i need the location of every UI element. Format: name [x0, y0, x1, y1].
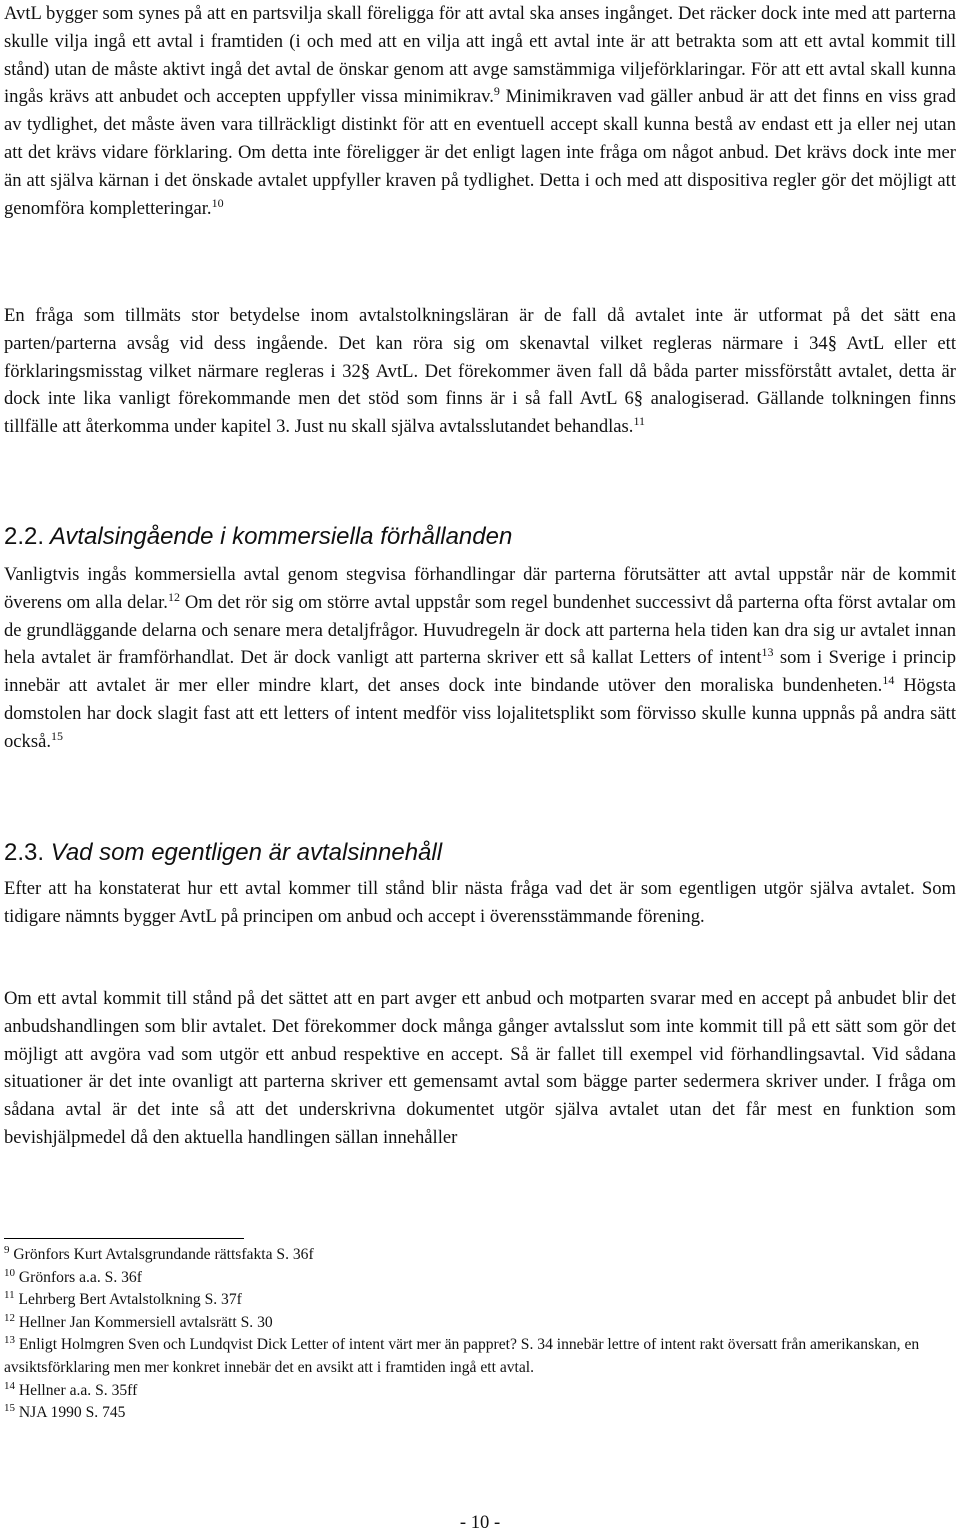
paragraph-text: AvtL. Det förekommer även fall då båda parter missförstått avtalet, detta är dock inte lika vanligt förekommande men det stöd som finns är i så fall AvtL 6: [4, 360, 956, 410]
footnote-item: [4, 1334, 949, 1379]
paragraph-text: AvtL bygger som synes på att en partsvilja skall föreligga för att avtal ska anses ingånget. Det räcker dock inte med att parterna skulle vilja ingå ett avtal i framtiden (i och med att en vilja att ingå ett avtal inte är att betrakta som att ett avtal kommit till stånd) utan de måste aktivt ingå det avtal de önskar genom att avge samstämmiga viljeförklaringar. För att ett avtal skall kunna ingås krävs att anbudet och accepten uppfyller vissa minimikrav.: [4, 3, 956, 108]
footnote-number: 10: [4, 1266, 15, 1279]
footnote-ref-9[interactable]: 9: [493, 84, 500, 99]
section-heading-2-3: [4, 838, 442, 868]
footnote-text: Enligt Holmgren Sven och Lundqvist Dick Letter of intent värt mer än pappret? S. 34 innebär lettre of intent rakt översatt från amerikanskan, en avsiktsförklaring men mer konkret innebär det en avsikt att i framtiden ingå ett avtal.: [4, 1336, 920, 1376]
paragraph-text: Om det rör sig om större avtal uppstår som regel bundenhet successivt då parterna ofta först avtalar om de grundläggande delarna och senare mera detaljfrågor. Huvudregeln är dock att parterna hela tiden kan dra sig ur avtalet innan hela avtalet är framförhandlat. Det är dock vanligt att parterna skriver ett så kallat Letters of intent: [4, 591, 957, 669]
paragraph-avtalsinnehall-intro: Efter att ha konstaterat hur ett avtal kommer till stånd blir nästa fråga vad det är som egentligen utgör själva avtalet. Som tidigare nämnts bygger AvtL på principen om anbud och accept i överensstämmande förening.: [4, 878, 956, 927]
footnote-item: [4, 1289, 949, 1312]
section-sign-icon: §: [633, 388, 644, 410]
footnote-ref-15[interactable]: 15: [50, 728, 63, 743]
footnote-item: [4, 1312, 949, 1335]
section-title: Avtalsingående i kommersiella förhållanden: [49, 523, 513, 550]
footnote-item: [4, 1244, 949, 1267]
footnote-ref-12[interactable]: 12: [167, 589, 180, 604]
section-sign-icon: §: [360, 360, 371, 382]
paragraph-avtalsingaende: [4, 561, 956, 756]
paragraph-text: Vanligtvis ingås kommersiella avtal genom stegvisa förhandlingar där parterna förutsätter att avtal uppstår när de kommit överens om alla delar.: [4, 564, 956, 613]
footnote-text: Grönfors a.a. S. 36f: [18, 1268, 142, 1286]
footnote-text: NJA 1990 S. 745: [18, 1404, 126, 1422]
footnote-ref-14[interactable]: 14: [882, 673, 895, 688]
paragraph-text: Minimikraven vad gäller anbud är att det finns en viss grad av tydlighet, det måste även vara tillräckligt distinkt för att en eventuell accept skall kunna bestå av endast ett ja eller nej utan att det krävs vidare förklaring. Om detta inte föreligger är det enligt lagen inte fråga om något anbud. Det krävs dock inte mer än att själva kärnan i det önskade avtalet uppfyller kraven på tydlighet. Detta i och med att dispositiva regler gör det möjligt att genomföra kompletteringar.: [4, 86, 956, 219]
section-heading-2-2: [4, 522, 512, 552]
section-number: 2.3.: [4, 839, 45, 866]
paragraph-text: analogiserad. Gällande tolkningen finns tillfälle att återkomma under kapitel 3. Just nu skall själva avtalsslutandet behandlas.: [4, 388, 956, 438]
footnote-divider: [4, 1238, 244, 1239]
footnote-item: [4, 1402, 949, 1425]
paragraph-text: som i Sverige i princip innebär att avtalet är mer eller mindre klart, det anses dock inte bindande utöver den moraliska bundenheten.: [4, 647, 956, 697]
section-sign-icon: §: [827, 332, 837, 354]
footnote-number: 15: [4, 1402, 15, 1415]
footnote-text: Grönfors Kurt Avtalsgrundande rättsfakta S. 36f: [13, 1246, 314, 1263]
footnote-text: Lehrberg Bert Avtalstolkning S. 37f: [18, 1291, 242, 1309]
footnote-text: Hellner a.a. S. 35ff: [18, 1381, 138, 1399]
footnotes: [4, 1244, 949, 1425]
footnote-number: 14: [4, 1379, 15, 1392]
footnote-number: 12: [4, 1311, 15, 1324]
paragraph-text: AvtL eller ett förklaringsmisstag vilket närmare regleras i 32: [4, 332, 956, 382]
footnote-text: Hellner Jan Kommersiell avtalsrätt S. 30: [18, 1313, 273, 1331]
paragraph-anbudshandling: Om ett avtal kommit till stånd på det sättet att en part avger ett anbud och motparten svarar med en accept på anbudet blir det anbudshandlingen som blir avtalet. Det förekommer dock många gånger avtalsslut som inte kommit till på ett sätt som gör det möjligt att avgöra vad som utgör ett anbud respektive en accept. Så är fallet till exempel vid förhandlingsavtal. Vid sådana situationer är det inte ovanligt att parterna skriver ett gemensamt avtal som bägge parter sedermera skriver under. I fråga om sådana avtal är det inte så att det underskrivna dokumentet utgör själva avtalet utan det får mest en funktion som bevishjälpmedel då den aktuella handlingen sällan innehåller: [4, 988, 956, 1148]
paragraph-text: En fråga som tillmäts stor betydelse inom avtalstolkningsläran är de fall då avtalet inte är utformat på det sätt ena parten/parterna avsåg vid dess ingående. Det kan röra sig om skenavtal vilket regleras närmare i 34: [4, 305, 956, 354]
paragraph-partsvilja: [4, 0, 956, 222]
footnote-number: 9: [4, 1244, 10, 1256]
footnote-item: [4, 1267, 949, 1290]
footnote-ref-10[interactable]: 10: [211, 195, 224, 210]
footnote-item: [4, 1380, 949, 1403]
paragraph-text: Högsta domstolen har dock slagit fast att ett letters of intent medför viss lojalitetsplikt som förvisso skulle kunna uppnås på andra sätt också.: [4, 675, 956, 752]
footnote-ref-13[interactable]: 13: [761, 645, 774, 660]
footnote-ref-11[interactable]: 11: [633, 414, 645, 429]
footnote-number: 13: [4, 1334, 15, 1347]
paragraph-avtalstolkning: [4, 302, 956, 441]
section-number: 2.2.: [4, 523, 45, 550]
footnote-number: 11: [4, 1289, 15, 1302]
section-title: Vad som egentligen är avtalsinnehåll: [50, 839, 443, 866]
page-number: - 10 -: [459, 1512, 501, 1533]
